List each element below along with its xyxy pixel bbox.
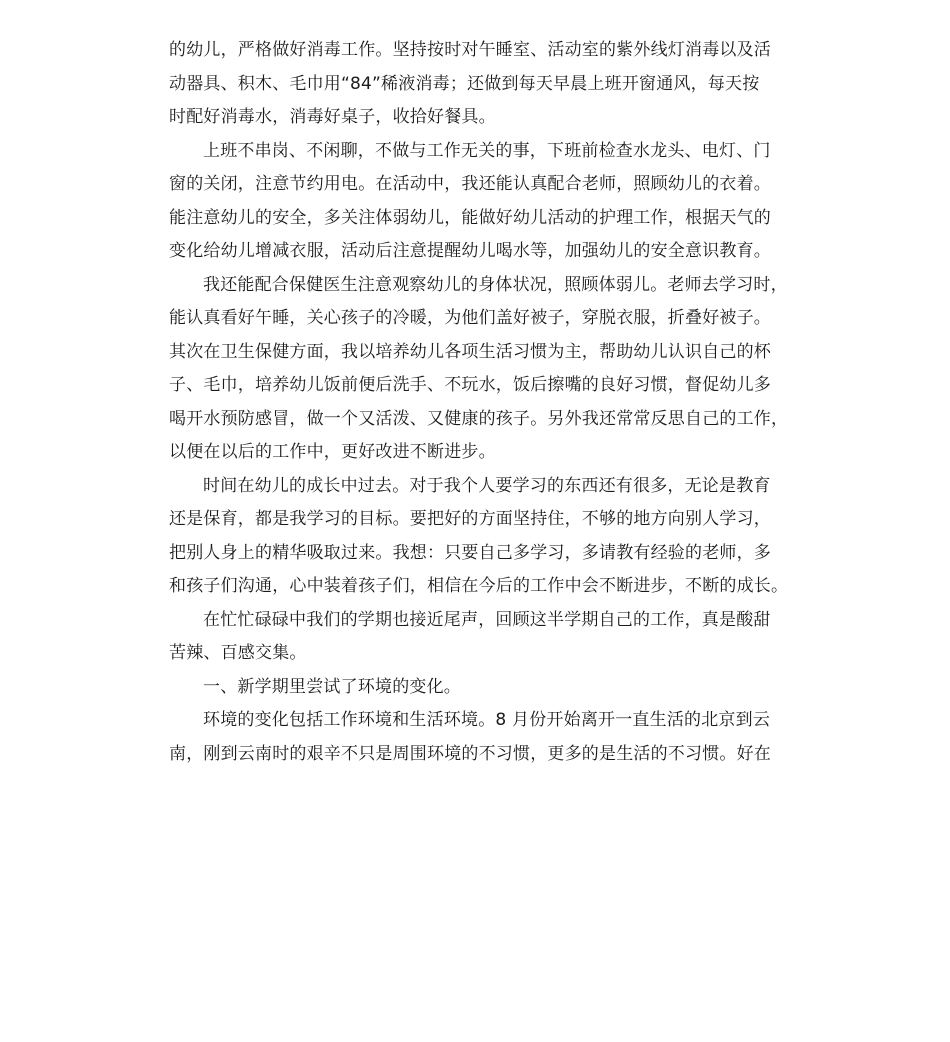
text-line: 把别人身上的精华吸取过来。我想：只要自己多学习，多请教有经验的老师，多 [169, 542, 771, 563]
text-line: 和孩子们沟通，心中装着孩子们，相信在今后的工作中会不断进步，不断的成长。 [169, 576, 789, 596]
text-line: 上班不串岗、不闲聊，不做与工作无关的事，下班前检查水龙头、电灯、门 [203, 140, 771, 161]
text-line: 子、毛巾，培养幼儿饭前便后洗手、不玩水，饭后擦嘴的良好习惯，督促幼儿多 [169, 375, 771, 395]
text-line: 喝开水预防感冒，做一个又活泼、又健康的孩子。另外我还常常反思自己的工作， [169, 408, 789, 429]
text-line: 以便在以后的工作中，更好改进不断进步。 [169, 442, 496, 462]
document-body [169, 34, 789, 771]
text-line: 在忙忙碌碌中我们的学期也接近尾声，回顾这半学期自己的工作，真是酸甜 [203, 609, 771, 630]
text-line: 其次在卫生保健方面，我以培养幼儿各项生活习惯为主，帮助幼儿认识自己的杯 [169, 341, 771, 362]
text-line: 时配好消毒水，消毒好桌子，收拾好餐具。 [169, 107, 496, 127]
text-line: 能注意幼儿的安全，多关注体弱幼儿，能做好幼儿活动的护理工作，根据天气的 [169, 207, 771, 228]
text-line: 时间在幼儿的成长中过去。对于我个人要学习的东西还有很多，无论是教育 [203, 475, 771, 496]
text-line: 环境的变化包括工作环境和生活环境。8 月份开始离开一直生活的北京到云 [203, 710, 771, 730]
text-line: 我还能配合保健医生注意观察幼儿的身体状况，照顾体弱儿。老师去学习时， [203, 274, 788, 295]
text-line: 南，刚到云南时的艰辛不只是周围环境的不习惯，更多的是生活的不习惯。好在 [169, 743, 771, 764]
text-line: 变化给幼儿增减衣服，活动后注意提醒幼儿喝水等，加强幼儿的安全意识教育。 [169, 241, 771, 261]
text-line: 动器具、积木、毛巾用“84”稀液消毒；还做到每天早晨上班开窗通风，每天按 [169, 73, 760, 94]
text-line: 苦辣、百感交集。 [169, 643, 307, 663]
text-line: 能认真看好午睡，关心孩子的冷暖，为他们盖好被子，穿脱衣服，折叠好被子。 [169, 308, 771, 328]
section-heading: 一、新学期里尝试了环境的变化。 [203, 676, 461, 697]
text-line: 窗的关闭，注意节约用电。在活动中，我还能认真配合老师，照顾幼儿的衣着。 [169, 174, 771, 194]
text-line: 还是保育，都是我学习的目标。要把好的方面坚持住，不够的地方向别人学习， [169, 509, 771, 529]
text-line: 的幼儿，严格做好消毒工作。坚持按时对午睡室、活动室的紫外线灯消毒以及活 [169, 40, 771, 60]
